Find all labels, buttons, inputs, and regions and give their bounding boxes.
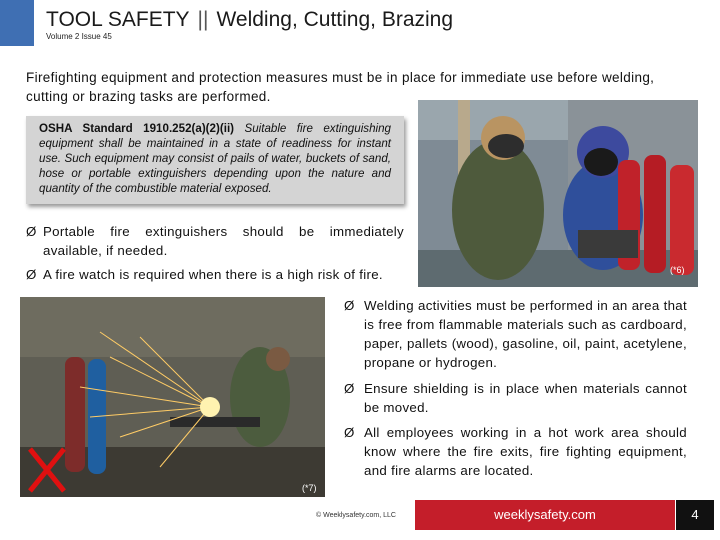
bullet-item: Ø Welding activities must be performed in an area that is free from flammable materials such as cardboard, paper, pallets (wood), gasoline, oil, paint, acetylene, propane or hydrogen.: [344, 298, 687, 370]
title-main: TOOL SAFETY: [46, 8, 190, 31]
bullet-item: Ø Ensure shielding is in place when materials cannot be moved.: [344, 381, 687, 415]
photo-caption-top: (*6): [670, 265, 685, 275]
footer-brand-link[interactable]: weeklysafety.com: [415, 500, 675, 530]
page-number: 4: [676, 500, 714, 530]
grinding-sparks-photo: [20, 297, 325, 497]
bullet-item: Ø Portable fire extinguishers should be immediately available, if needed.: [26, 224, 404, 258]
bullet-arrow-icon: Ø: [26, 224, 37, 239]
header-accent-bar: [0, 0, 34, 46]
bullet-arrow-icon: Ø: [344, 381, 355, 396]
intro-paragraph: Firefighting equipment and protection measures must be in place for immediate use before welding, cutting or brazing tasks are performed.: [26, 70, 655, 104]
footer-copyright: © Weeklysafety.com, LLC: [316, 512, 396, 519]
welders-illustration: [418, 100, 698, 287]
grinding-illustration: [20, 297, 325, 497]
page-title: [46, 8, 453, 32]
welders-extinguishers-photo: [418, 100, 698, 287]
issue-label: Volume 2 Issue 45: [46, 32, 112, 41]
bullet-arrow-icon: Ø: [344, 298, 355, 313]
bullet-arrow-icon: Ø: [26, 267, 37, 282]
bullet-arrow-icon: Ø: [344, 425, 355, 440]
osha-callout: [26, 116, 404, 204]
bullet-item: Ø All employees working in a hot work area should know where the fire exits, fire fighting equipment, and fire alarms are located.: [344, 425, 687, 478]
bullet-item: Ø A fire watch is required when there is a high risk of fire.: [26, 267, 383, 282]
photo-caption-bottom: (*7): [302, 483, 317, 493]
title-subtitle: Welding, Cutting, Brazing: [216, 8, 454, 31]
title-separator: ||: [197, 8, 209, 31]
osha-standard-text: Suitable fire extinguishing equipment shall be maintained in a state of readiness for instant use. Such equipment may consist of pails of water, buckets of sand, hose or portable extinguishers depending upon the nature and quantity of the combustible material exposed.: [39, 122, 391, 195]
osha-standard-id: OSHA Standard 1910.252(a)(2)(ii): [39, 122, 235, 135]
